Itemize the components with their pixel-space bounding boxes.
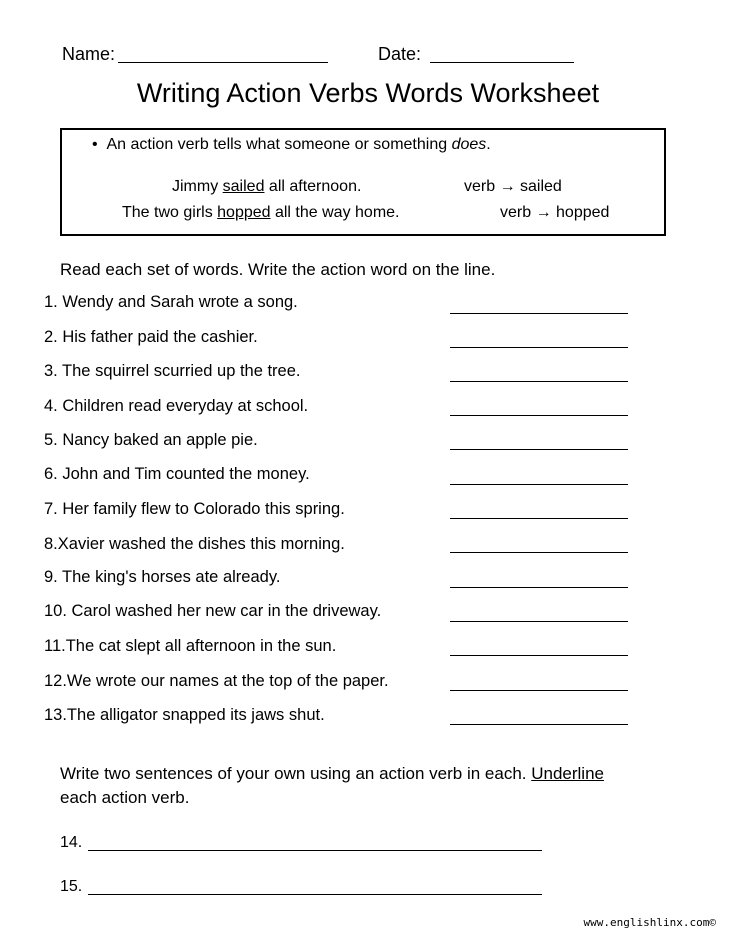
name-line[interactable] <box>118 62 328 63</box>
answer-line-12[interactable] <box>450 690 628 691</box>
example-verb-1: sailed <box>222 178 265 195</box>
answer-line-7[interactable] <box>450 518 628 519</box>
question-5: 5. Nancy baked an apple pie. <box>44 431 258 449</box>
answer-line-3[interactable] <box>450 381 628 382</box>
answer-line-10[interactable] <box>450 621 628 622</box>
question-1: 1. Wendy and Sarah wrote a song. <box>44 293 298 311</box>
question-12: 12.We wrote our names at the top of the paper. <box>44 672 389 690</box>
question-10: 10. Carol washed her new car in the driveway. <box>44 602 382 620</box>
page-title: Writing Action Verbs Words Worksheet <box>136 78 600 108</box>
example-answer-2: verb → hopped <box>500 204 610 221</box>
question-3: 3. The squirrel scurried up the tree. <box>44 362 301 380</box>
question-8: 8.Xavier washed the dishes this morning. <box>44 535 345 553</box>
definition-emphasis: does <box>451 136 487 153</box>
instructions-write-line2: each action verb. <box>60 788 190 807</box>
question-7: 7. Her family flew to Colorado this spring. <box>44 500 345 518</box>
answer-line-11[interactable] <box>450 655 628 656</box>
definition-bullet: • An action verb tells what someone or something does. <box>92 136 491 153</box>
bullet-icon: • <box>92 136 107 153</box>
date-line[interactable] <box>430 62 574 63</box>
writing-label-14: 14. <box>60 834 83 851</box>
example-sentence-1: Jimmy sailed all afternoon. <box>172 178 362 195</box>
footer-url: www.englishlinx.com© <box>583 916 716 929</box>
answer-line-4[interactable] <box>450 415 628 416</box>
question-13: 13.The alligator snapped its jaws shut. <box>44 706 325 724</box>
question-2: 2. His father paid the cashier. <box>44 328 258 346</box>
writing-label-15: 15. <box>60 878 83 895</box>
question-4: 4. Children read everyday at school. <box>44 397 309 415</box>
example-sentence-2: The two girls hopped all the way home. <box>122 204 400 221</box>
answer-line-13[interactable] <box>450 724 628 725</box>
definition-text: An action verb tells what someone or something <box>106 136 452 153</box>
answer-line-6[interactable] <box>450 484 628 485</box>
answer-line-1[interactable] <box>450 313 628 314</box>
answer-line-2[interactable] <box>450 347 628 348</box>
answer-line-5[interactable] <box>450 449 628 450</box>
example-verb-2: hopped <box>217 204 271 221</box>
question-6: 6. John and Tim counted the money. <box>44 465 310 483</box>
instructions-write: Write two sentences of your own using an action verb in each. Underline <box>60 764 604 783</box>
writing-line-14[interactable] <box>88 850 542 851</box>
question-11: 11.The cat slept all afternoon in the sun. <box>44 637 337 655</box>
date-label: Date: <box>378 44 422 64</box>
name-label: Name: <box>62 44 116 64</box>
question-9: 9. The king's horses ate already. <box>44 568 281 586</box>
example-answer-1: verb → sailed <box>464 178 562 195</box>
underline-word: Underline <box>531 764 604 783</box>
answer-line-8[interactable] <box>450 552 628 553</box>
writing-line-15[interactable] <box>88 894 542 895</box>
instructions-read: Read each set of words. Write the action word on the line. <box>60 260 496 279</box>
answer-line-9[interactable] <box>450 587 628 588</box>
